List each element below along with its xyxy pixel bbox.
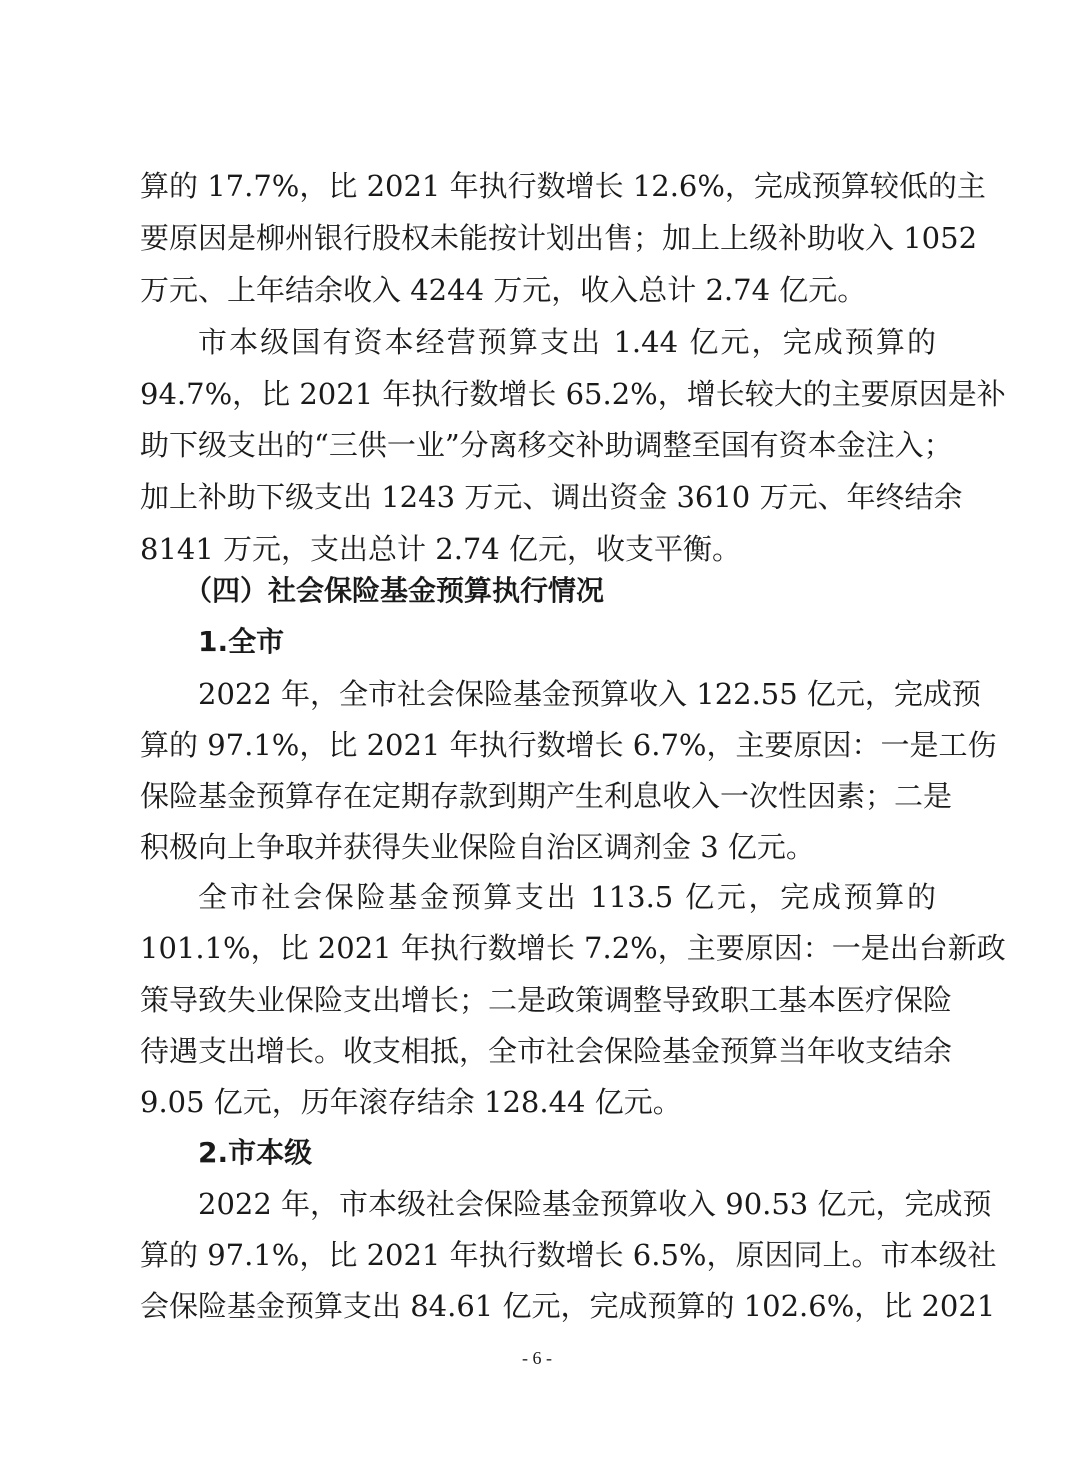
- text-line: 策导致失业保险支出增长；二是政策调整导致职工基本医疗保险: [140, 983, 953, 1017]
- subsection-heading: 2.市本级: [198, 1136, 313, 1169]
- text-line: 9.05 亿元，历年滚存结余 128.44 亿元。: [140, 1085, 682, 1119]
- text-line: 要原因是柳州银行股权未能按计划出售；加上上级补助收入 1052: [140, 221, 978, 255]
- text-line: 积极向上争取并获得失业保险自治区调剂金 3 亿元。: [140, 830, 815, 864]
- subsection-heading: 1.全市: [198, 625, 285, 658]
- text-line: 待遇支出增长。收支相抵，全市社会保险基金预算当年收支结余: [140, 1034, 953, 1068]
- text-line: 加上补助下级支出 1243 万元、调出资金 3610 万元、年终结余: [140, 480, 963, 514]
- text-line: 算的 97.1%，比 2021 年执行数增长 6.7%，主要原因：一是工伤: [140, 728, 997, 762]
- text-line: 算的 97.1%，比 2021 年执行数增长 6.5%，原因同上。市本级社: [140, 1238, 997, 1272]
- page-number: - 6 -: [522, 1348, 552, 1368]
- text-line: 助下级支出的“三供一业”分离移交补助调整至国有资本金注入；: [140, 428, 953, 462]
- text-line: 94.7%，比 2021 年执行数增长 65.2%，增长较大的主要原因是补: [140, 377, 1006, 411]
- text-line: 会保险基金预算支出 84.61 亿元，完成预算的 102.6%，比 2021: [140, 1289, 996, 1323]
- text-line: 市本级国有资本经营预算支出 1.44 亿元，完成预算的: [198, 325, 936, 359]
- text-line: 保险基金预算存在定期存款到期产生利息收入一次性因素；二是: [140, 779, 953, 813]
- text-line: 2022 年，市本级社会保险基金预算收入 90.53 亿元，完成预: [198, 1187, 992, 1221]
- text-line: 万元、上年结余收入 4244 万元，收入总计 2.74 亿元。: [140, 273, 867, 307]
- text-line: 101.1%，比 2021 年执行数增长 7.2%，主要原因：一是出台新政: [140, 931, 1006, 965]
- text-line: 8141 万元，支出总计 2.74 亿元，收支平衡。: [140, 532, 742, 566]
- text-line: 算的 17.7%，比 2021 年执行数增长 12.6%，完成预算较低的主: [140, 169, 986, 203]
- text-line: 2022 年，全市社会保险基金预算收入 122.55 亿元，完成预: [198, 677, 981, 711]
- text-line: 全市社会保险基金预算支出 113.5 亿元，完成预算的: [198, 880, 936, 914]
- section-heading: （四）社会保险基金预算执行情况: [184, 574, 605, 607]
